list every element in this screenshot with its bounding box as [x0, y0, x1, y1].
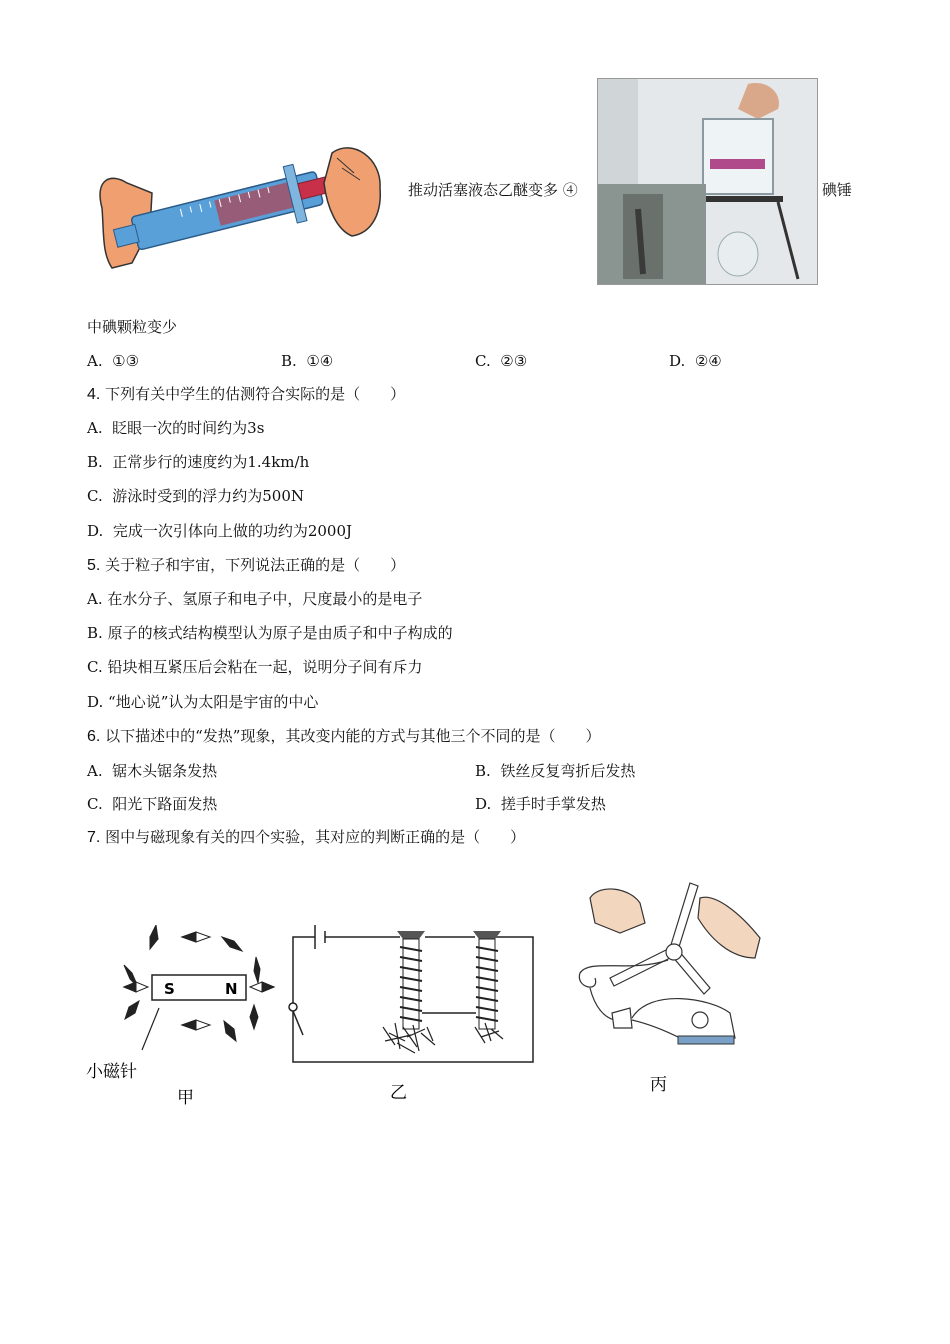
- base: [678, 1036, 734, 1044]
- question-text: 以下描述中的“发热”现象，其改变内能的方式与其他三个不同的是（ ）: [105, 727, 601, 745]
- option-text: ①③: [112, 352, 140, 370]
- option-letter: A.: [87, 352, 103, 370]
- lamp-holder: [632, 999, 735, 1038]
- magnet-s-label: S: [164, 980, 175, 998]
- figure-yi-circuit: [285, 915, 540, 1105]
- option-letter: D.: [475, 795, 492, 813]
- option-text: 搓手时手掌发热: [500, 795, 606, 813]
- option-text: 原子的核式结构模型认为原子是由质子和中子构成的: [107, 624, 453, 642]
- bulb-icon: [692, 1012, 708, 1028]
- question-text: 图中与磁现象有关的四个实验，其对应的判断正确的是（ ）: [105, 828, 526, 846]
- needle-pointer-line: [142, 1008, 159, 1050]
- left-hand: [590, 889, 645, 933]
- q4-option-c: [87, 486, 304, 506]
- q6-option-b: [475, 761, 635, 781]
- option-text: ①④: [306, 352, 334, 370]
- figure-label-bing: 丙: [650, 1075, 667, 1095]
- plug: [612, 1008, 632, 1028]
- question-number: 4.: [87, 386, 101, 403]
- q3-text-after-syringe: 推动活塞液态乙醚变多 ④: [408, 181, 578, 199]
- option-letter: C.: [475, 352, 491, 370]
- option-text: 在水分子、氢原子和电子中，尺度最小的是电子: [107, 590, 423, 608]
- option-text: 铁丝反复弯折后发热: [500, 762, 636, 780]
- option-text: 游泳时受到的浮力约为500N: [112, 487, 305, 505]
- option-text: 完成一次引体向上做的功约为2000J: [112, 522, 353, 540]
- q3-option-b: [281, 351, 333, 371]
- figure-jia-magnet: [84, 925, 284, 1115]
- q6-option-c: [87, 794, 217, 814]
- figure-bing-generator: [570, 878, 770, 1100]
- question-text: 关于粒子和宇宙，下列说法正确的是（ ）: [105, 556, 406, 574]
- q6-option-d: [475, 794, 606, 814]
- option-letter: B.: [87, 624, 103, 642]
- q3-option-c: [475, 351, 527, 371]
- q4-option-b: [87, 452, 309, 472]
- option-letter: B.: [475, 762, 491, 780]
- figure-label-jia: 甲: [177, 1088, 194, 1108]
- option-letter: B.: [281, 352, 297, 370]
- needle-label: 小磁针: [86, 1062, 137, 1082]
- option-text: 眨眼一次的时间约为3s: [112, 419, 265, 437]
- option-letter: D.: [669, 352, 686, 370]
- option-letter: A.: [87, 762, 103, 780]
- left-electromagnet: [397, 931, 425, 1029]
- q7-stem: [87, 827, 525, 848]
- figure-label-yi: 乙: [390, 1083, 407, 1103]
- q6-option-a: [87, 761, 217, 781]
- option-letter: A.: [87, 419, 103, 437]
- q3-option-d: [669, 351, 722, 371]
- q5-option-b: [87, 623, 453, 643]
- question-number: 5.: [87, 557, 101, 574]
- right-electromagnet: [473, 931, 501, 1029]
- option-text: “地心说”认为太阳是宇宙的中心: [108, 693, 319, 711]
- iodine-experiment-photo: [597, 78, 818, 285]
- q6-stem: [87, 726, 600, 747]
- option-text: 铅块相互紧压后会粘在一起，说明分子间有斥力: [107, 658, 423, 676]
- option-text: ②③: [500, 352, 528, 370]
- q4-stem: [87, 384, 405, 405]
- q3-text-continued: 中碘颗粒变少: [87, 318, 178, 336]
- switch: [289, 1003, 303, 1035]
- q5-option-c: [87, 657, 423, 677]
- question-number: 7.: [87, 829, 101, 846]
- wire: [590, 988, 615, 1020]
- q5-option-a: [87, 589, 422, 609]
- option-letter: D.: [87, 522, 104, 540]
- syringe-illustration: [92, 138, 392, 273]
- option-letter: C.: [87, 795, 103, 813]
- option-text: 正常步行的速度约为1.4km/h: [112, 453, 310, 471]
- option-text: 锯木头锯条发热: [112, 762, 218, 780]
- option-letter: B.: [87, 453, 103, 471]
- option-letter: D.: [87, 693, 104, 711]
- option-text: 阳光下路面发热: [112, 795, 218, 813]
- q3-option-a: [87, 351, 139, 371]
- magnet-n-label: N: [225, 980, 238, 998]
- right-hand: [698, 897, 760, 958]
- q5-stem: [87, 555, 405, 576]
- q5-option-d: [87, 692, 318, 712]
- option-letter: C.: [87, 658, 103, 676]
- option-text: ②④: [694, 352, 722, 370]
- option-letter: C.: [87, 487, 103, 505]
- q4-option-d: [87, 521, 352, 541]
- q4-option-a: [87, 418, 264, 438]
- question-text: 下列有关中学生的估测符合实际的是（ ）: [105, 385, 406, 403]
- question-number: 6.: [87, 728, 101, 745]
- option-letter: A.: [87, 590, 103, 608]
- q3-text-after-photo: 碘锤: [822, 181, 853, 199]
